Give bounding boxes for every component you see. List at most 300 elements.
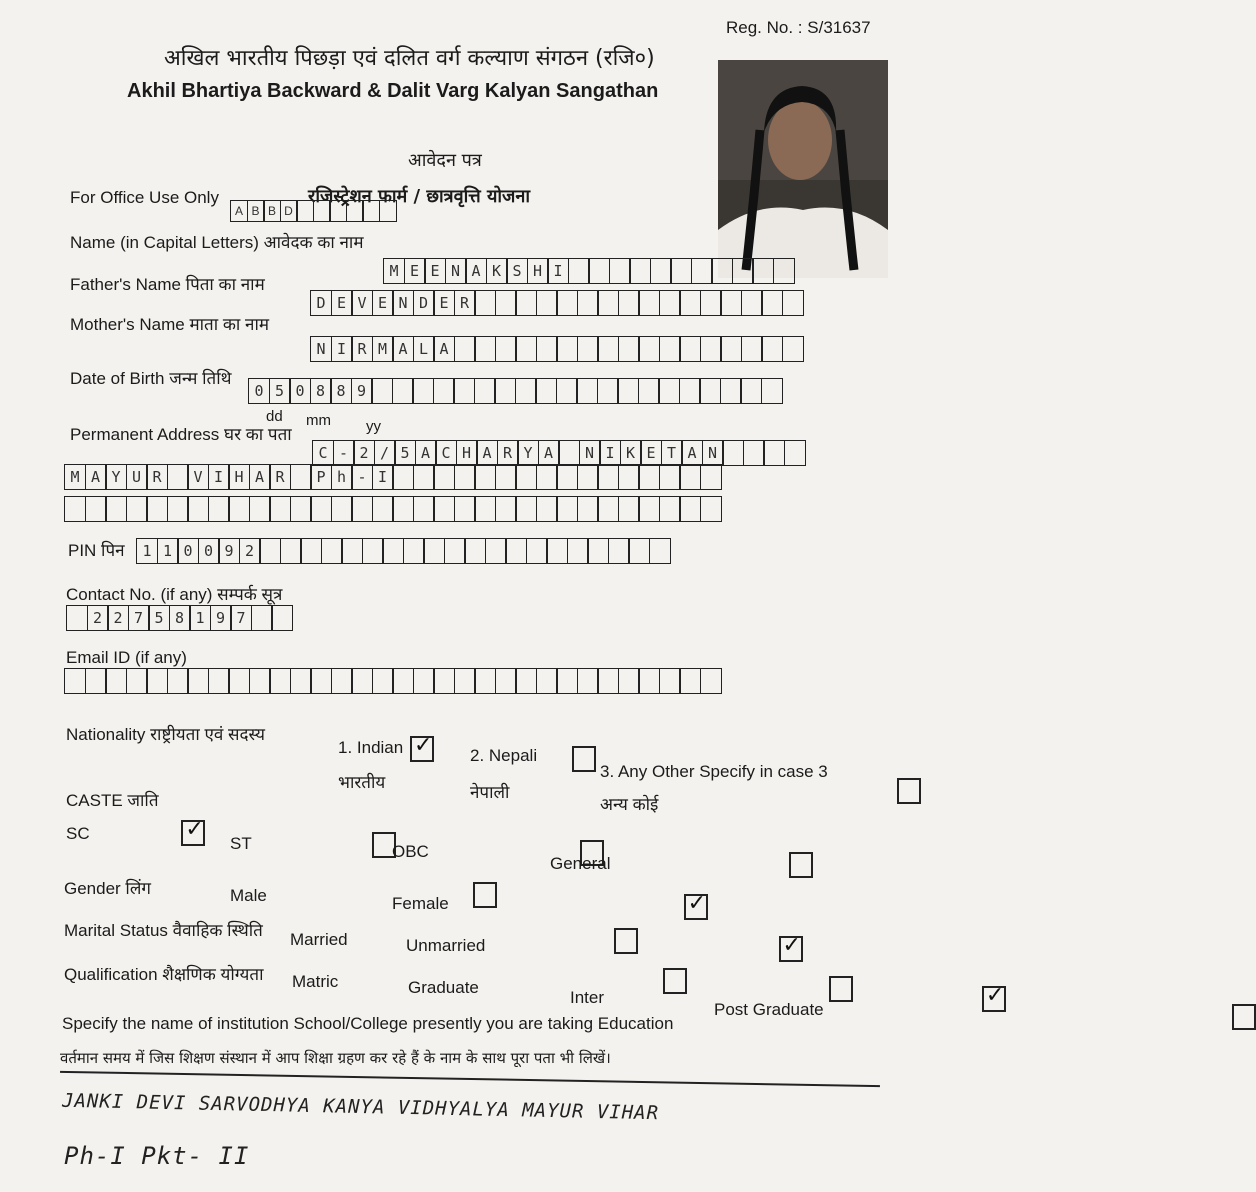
char-box[interactable] [679, 668, 701, 694]
char-box[interactable] [515, 668, 537, 694]
char-box[interactable] [495, 464, 517, 490]
char-box[interactable] [433, 464, 455, 490]
char-box[interactable]: 2 [239, 538, 261, 564]
char-box[interactable] [251, 605, 273, 631]
char-box[interactable] [495, 336, 517, 362]
char-box[interactable] [638, 464, 660, 490]
char-box[interactable]: 9 [218, 538, 240, 564]
char-box[interactable] [638, 290, 660, 316]
char-box[interactable]: E [331, 290, 353, 316]
char-box[interactable] [567, 538, 589, 564]
char-box[interactable] [167, 464, 189, 490]
char-box[interactable] [444, 538, 466, 564]
char-box[interactable] [659, 668, 681, 694]
char-box[interactable]: C [435, 440, 457, 466]
char-box[interactable] [576, 378, 598, 404]
char-box[interactable]: 0 [198, 538, 220, 564]
char-box[interactable] [617, 378, 639, 404]
char-box[interactable] [536, 464, 558, 490]
char-box[interactable]: B [247, 200, 265, 222]
char-box[interactable] [412, 378, 434, 404]
char-box[interactable] [474, 290, 496, 316]
char-box[interactable] [249, 496, 271, 522]
char-box[interactable]: 1 [189, 605, 211, 631]
caste-label: CASTE जाति [66, 791, 159, 810]
char-box[interactable] [773, 258, 795, 284]
char-box[interactable]: 5 [269, 378, 291, 404]
pin-field[interactable] [136, 538, 669, 564]
char-box[interactable]: V [351, 290, 373, 316]
char-box[interactable] [700, 464, 722, 490]
char-box[interactable]: - [351, 464, 373, 490]
address-line-1[interactable] [312, 440, 804, 466]
char-box[interactable] [722, 440, 744, 466]
char-box[interactable] [454, 496, 476, 522]
char-box[interactable] [556, 290, 578, 316]
char-box[interactable]: 5 [394, 440, 416, 466]
char-box[interactable]: T [661, 440, 683, 466]
char-box[interactable] [618, 464, 640, 490]
char-box[interactable] [659, 496, 681, 522]
char-box[interactable] [313, 200, 331, 222]
gender-male-checkbox[interactable] [473, 882, 497, 908]
char-box[interactable]: 5 [148, 605, 170, 631]
char-box[interactable]: I [599, 440, 621, 466]
institution-name-line-1[interactable]: JANKI DEVI SARVODHYA KANYA VIDHYALYA MAYUR VIHAR [61, 1089, 660, 1125]
qualification-graduate-checkbox[interactable] [829, 976, 853, 1002]
char-box[interactable]: 0 [289, 378, 311, 404]
char-box[interactable] [638, 496, 660, 522]
char-box[interactable] [761, 290, 783, 316]
address-line-3[interactable] [64, 496, 720, 522]
char-box[interactable] [568, 258, 590, 284]
char-box[interactable] [558, 440, 580, 466]
char-box[interactable]: 1 [136, 538, 158, 564]
char-box[interactable]: A [230, 200, 248, 222]
char-box[interactable] [403, 538, 425, 564]
char-box[interactable] [670, 258, 692, 284]
char-box[interactable] [269, 668, 291, 694]
char-box[interactable] [515, 464, 537, 490]
char-box[interactable] [618, 336, 640, 362]
caste-sc-label: SC [66, 824, 90, 843]
char-box[interactable] [105, 496, 127, 522]
char-box[interactable]: I [331, 336, 353, 362]
char-box[interactable] [296, 200, 314, 222]
char-box[interactable]: M [372, 336, 394, 362]
form-subtitle: रजिस्ट्रेशन फार्म / छात्रवृत्ति योजना [308, 186, 531, 207]
char-box[interactable]: R [146, 464, 168, 490]
char-box[interactable] [577, 336, 599, 362]
char-box[interactable] [454, 668, 476, 694]
char-box[interactable]: M [383, 258, 405, 284]
char-box[interactable] [362, 200, 380, 222]
marital-label: Marital Status वैवाहिक स्थिति [64, 921, 263, 940]
char-box[interactable] [331, 496, 353, 522]
char-box[interactable]: N [392, 290, 414, 316]
char-box[interactable]: S [506, 258, 528, 284]
qualification-inter-checkbox[interactable] [982, 982, 1006, 1012]
char-box[interactable] [464, 538, 486, 564]
char-box[interactable] [659, 464, 681, 490]
char-box[interactable]: 0 [177, 538, 199, 564]
char-box[interactable] [474, 668, 496, 694]
char-box[interactable] [556, 378, 578, 404]
char-box[interactable] [474, 378, 496, 404]
char-box[interactable] [351, 496, 373, 522]
char-box[interactable] [453, 378, 475, 404]
char-box[interactable] [126, 668, 148, 694]
char-box[interactable]: D [310, 290, 332, 316]
char-box[interactable] [679, 496, 701, 522]
char-box[interactable] [577, 496, 599, 522]
char-box[interactable] [290, 668, 312, 694]
check-mark-icon: ✓ [185, 816, 204, 841]
char-box[interactable]: R [454, 290, 476, 316]
nationality-other-checkbox[interactable] [897, 778, 921, 804]
char-box[interactable]: I [372, 464, 394, 490]
char-box[interactable]: 7 [128, 605, 150, 631]
char-box[interactable]: E [424, 258, 446, 284]
char-box[interactable] [515, 496, 537, 522]
char-box[interactable] [310, 668, 332, 694]
char-box[interactable]: N [579, 440, 601, 466]
char-box[interactable]: V [187, 464, 209, 490]
marital-married-checkbox[interactable] [614, 928, 638, 954]
gender-female-checkbox[interactable] [684, 890, 708, 920]
char-box[interactable] [556, 336, 578, 362]
marital-unmarried-checkbox[interactable] [779, 932, 803, 962]
char-box[interactable] [741, 290, 763, 316]
char-box[interactable]: A [681, 440, 703, 466]
char-box[interactable] [597, 378, 619, 404]
dob-field[interactable] [248, 378, 781, 404]
char-box[interactable] [208, 496, 230, 522]
dob-label: Date of Birth जन्म तिथि [70, 369, 232, 388]
char-box[interactable] [679, 464, 701, 490]
char-box[interactable]: H [456, 440, 478, 466]
char-box[interactable] [372, 496, 394, 522]
char-box[interactable]: I [208, 464, 230, 490]
char-box[interactable] [638, 336, 660, 362]
char-box[interactable] [577, 668, 599, 694]
char-box[interactable] [609, 258, 631, 284]
char-box[interactable] [536, 336, 558, 362]
char-box[interactable] [85, 668, 107, 694]
char-box[interactable]: A [85, 464, 107, 490]
char-box[interactable] [423, 538, 445, 564]
char-box[interactable]: E [372, 290, 394, 316]
char-box[interactable]: A [538, 440, 560, 466]
char-box[interactable] [495, 668, 517, 694]
char-box[interactable]: L [413, 336, 435, 362]
char-box[interactable] [638, 378, 660, 404]
nationality-indian-checkbox[interactable] [410, 732, 434, 762]
char-box[interactable] [372, 668, 394, 694]
char-box[interactable] [556, 668, 578, 694]
char-box[interactable] [659, 336, 681, 362]
char-box[interactable]: P [310, 464, 332, 490]
char-box[interactable] [321, 538, 343, 564]
char-box[interactable] [494, 378, 516, 404]
char-box[interactable]: A [476, 440, 498, 466]
char-box[interactable] [392, 464, 414, 490]
nationality-other-label: 3. Any Other Specify in case 3 [600, 762, 828, 781]
char-box[interactable] [628, 538, 650, 564]
char-box[interactable] [700, 668, 722, 694]
char-box[interactable] [433, 668, 455, 694]
char-box[interactable] [699, 378, 721, 404]
char-box[interactable] [515, 336, 537, 362]
name-field[interactable] [383, 258, 793, 284]
char-box[interactable] [784, 440, 806, 466]
char-box[interactable] [269, 496, 291, 522]
char-box[interactable] [658, 378, 680, 404]
char-box[interactable] [679, 378, 701, 404]
applicant-photo [718, 60, 888, 278]
char-box[interactable] [720, 336, 742, 362]
char-box[interactable] [618, 668, 640, 694]
char-box[interactable] [536, 496, 558, 522]
char-box[interactable] [331, 668, 353, 694]
char-box[interactable]: / [374, 440, 396, 466]
char-box[interactable] [280, 538, 302, 564]
char-box[interactable] [392, 378, 414, 404]
char-box[interactable] [64, 496, 86, 522]
char-box[interactable] [700, 496, 722, 522]
char-box[interactable] [782, 336, 804, 362]
caste-general-checkbox[interactable] [789, 852, 813, 878]
char-box[interactable]: N [310, 336, 332, 362]
char-box[interactable] [618, 290, 640, 316]
char-box[interactable]: 9 [210, 605, 232, 631]
char-box[interactable] [249, 668, 271, 694]
char-box[interactable] [536, 668, 558, 694]
char-box[interactable] [126, 496, 148, 522]
char-box[interactable] [761, 378, 783, 404]
marital-married-label: Married [290, 930, 348, 949]
char-box[interactable]: D [413, 290, 435, 316]
char-box[interactable] [379, 200, 397, 222]
char-box[interactable] [271, 605, 293, 631]
char-box[interactable]: A [249, 464, 271, 490]
char-box[interactable] [691, 258, 713, 284]
char-box[interactable]: A [415, 440, 437, 466]
qualification-matric-checkbox[interactable] [663, 968, 687, 994]
char-box[interactable] [362, 538, 384, 564]
char-box[interactable] [577, 464, 599, 490]
char-box[interactable] [474, 496, 496, 522]
address-line-2[interactable] [64, 464, 720, 490]
char-box[interactable]: 8 [310, 378, 332, 404]
char-box[interactable] [741, 336, 763, 362]
contact-field[interactable] [66, 605, 292, 631]
char-box[interactable]: 8 [169, 605, 191, 631]
char-box[interactable] [618, 496, 640, 522]
char-box[interactable] [187, 668, 209, 694]
char-box[interactable] [346, 200, 364, 222]
char-box[interactable] [535, 378, 557, 404]
char-box[interactable] [515, 290, 537, 316]
char-box[interactable]: U [126, 464, 148, 490]
mother-name-field[interactable] [310, 336, 802, 362]
char-box[interactable]: E [404, 258, 426, 284]
char-box[interactable] [679, 290, 701, 316]
char-box[interactable] [638, 668, 660, 694]
char-box[interactable] [413, 668, 435, 694]
underline-rule [60, 1071, 880, 1087]
caste-obc-label: OBC [392, 842, 429, 861]
char-box[interactable] [743, 440, 765, 466]
char-box[interactable] [208, 668, 230, 694]
char-box[interactable] [650, 258, 672, 284]
char-box[interactable]: Y [517, 440, 539, 466]
char-box[interactable] [351, 668, 373, 694]
char-box[interactable]: D [280, 200, 298, 222]
char-box[interactable] [732, 258, 754, 284]
institution-name-line-2[interactable]: Ph-I Pkt- II [64, 1142, 250, 1170]
char-box[interactable] [66, 605, 88, 631]
qualification-pg-checkbox[interactable] [1232, 1004, 1256, 1030]
caste-sc-checkbox[interactable] [181, 816, 205, 846]
char-box[interactable]: I [547, 258, 569, 284]
char-box[interactable]: C [312, 440, 334, 466]
char-box[interactable]: N [445, 258, 467, 284]
char-box[interactable] [659, 290, 681, 316]
char-box[interactable] [433, 496, 455, 522]
char-box[interactable]: Y [105, 464, 127, 490]
char-box[interactable] [392, 496, 414, 522]
char-box[interactable]: 1 [157, 538, 179, 564]
nationality-nepali-hindi: नेपाली [470, 783, 510, 802]
char-box[interactable] [752, 258, 774, 284]
char-box[interactable] [167, 668, 189, 694]
char-box[interactable] [556, 464, 578, 490]
char-box[interactable]: N [702, 440, 724, 466]
char-box[interactable] [85, 496, 107, 522]
char-box[interactable]: R [269, 464, 291, 490]
char-box[interactable] [371, 378, 393, 404]
char-box[interactable] [290, 496, 312, 522]
char-box[interactable] [546, 538, 568, 564]
char-box[interactable] [228, 668, 250, 694]
char-box[interactable]: R [351, 336, 373, 362]
char-box[interactable] [392, 668, 414, 694]
char-box[interactable] [495, 496, 517, 522]
char-box[interactable] [228, 496, 250, 522]
char-box[interactable] [679, 336, 701, 362]
char-box[interactable] [536, 290, 558, 316]
char-box[interactable] [629, 258, 651, 284]
char-box[interactable] [495, 290, 517, 316]
char-box[interactable] [167, 496, 189, 522]
char-box[interactable] [454, 464, 476, 490]
char-box[interactable] [474, 336, 496, 362]
char-box[interactable]: K [486, 258, 508, 284]
char-box[interactable] [588, 258, 610, 284]
char-box[interactable] [259, 538, 281, 564]
char-box[interactable] [700, 290, 722, 316]
email-field[interactable] [64, 668, 720, 694]
pin-label: PIN पिन [68, 541, 125, 560]
char-box[interactable]: A [465, 258, 487, 284]
char-box[interactable]: 0 [248, 378, 270, 404]
char-box[interactable] [711, 258, 733, 284]
char-box[interactable]: E [640, 440, 662, 466]
char-box[interactable] [290, 464, 312, 490]
nationality-nepali-checkbox[interactable] [572, 746, 596, 772]
char-box[interactable] [505, 538, 527, 564]
char-box[interactable] [310, 496, 332, 522]
char-box[interactable]: M [64, 464, 86, 490]
char-box[interactable] [587, 538, 609, 564]
char-box[interactable] [329, 200, 347, 222]
char-box[interactable] [597, 336, 619, 362]
char-box[interactable]: H [527, 258, 549, 284]
char-box[interactable]: E [433, 290, 455, 316]
char-box[interactable] [454, 336, 476, 362]
char-box[interactable] [187, 496, 209, 522]
nationality-label: Nationality राष्ट्रीयता एवं सदस्य [66, 725, 266, 744]
char-box[interactable]: A [433, 336, 455, 362]
char-box[interactable] [382, 538, 404, 564]
char-box[interactable] [64, 668, 86, 694]
char-box[interactable] [597, 464, 619, 490]
char-box[interactable] [556, 496, 578, 522]
char-box[interactable] [485, 538, 507, 564]
char-box[interactable] [782, 290, 804, 316]
char-box[interactable] [341, 538, 363, 564]
char-box[interactable] [649, 538, 671, 564]
char-box[interactable]: A [392, 336, 414, 362]
char-box[interactable]: K [620, 440, 642, 466]
char-box[interactable] [740, 378, 762, 404]
char-box[interactable]: - [333, 440, 355, 466]
char-box[interactable] [577, 290, 599, 316]
char-box[interactable]: B [263, 200, 281, 222]
char-box[interactable] [146, 496, 168, 522]
char-box[interactable]: R [497, 440, 519, 466]
char-box[interactable] [146, 668, 168, 694]
char-box[interactable] [515, 378, 537, 404]
char-box[interactable] [720, 378, 742, 404]
char-box[interactable]: 7 [230, 605, 252, 631]
char-box[interactable] [413, 464, 435, 490]
char-box[interactable] [720, 290, 742, 316]
char-box[interactable] [597, 290, 619, 316]
char-box[interactable]: h [331, 464, 353, 490]
char-box[interactable] [433, 378, 455, 404]
char-box[interactable]: H [228, 464, 250, 490]
char-box[interactable] [300, 538, 322, 564]
char-box[interactable]: 2 [107, 605, 129, 631]
char-box[interactable] [597, 496, 619, 522]
char-box[interactable] [105, 668, 127, 694]
char-box[interactable]: 2 [87, 605, 109, 631]
char-box[interactable] [761, 336, 783, 362]
char-box[interactable] [474, 464, 496, 490]
char-box[interactable]: 2 [353, 440, 375, 466]
char-box[interactable]: 9 [351, 378, 373, 404]
char-box[interactable] [526, 538, 548, 564]
char-box[interactable] [700, 336, 722, 362]
char-box[interactable] [608, 538, 630, 564]
father-name-field[interactable] [310, 290, 802, 316]
char-box[interactable] [597, 668, 619, 694]
char-box[interactable] [413, 496, 435, 522]
char-box[interactable]: 8 [330, 378, 352, 404]
char-box[interactable] [763, 440, 785, 466]
